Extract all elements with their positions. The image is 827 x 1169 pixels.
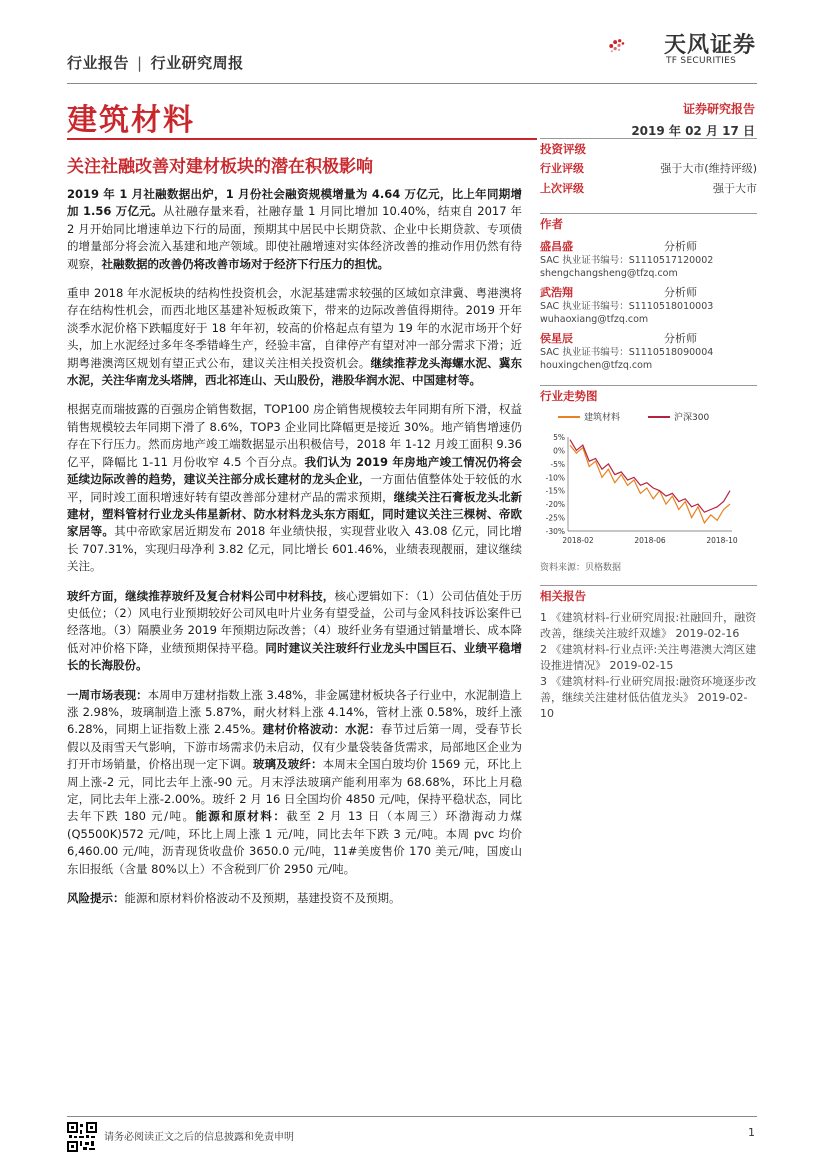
emphasis-text: 建材价格波动：水泥： [262, 722, 381, 737]
author-role: 分析师 [664, 240, 697, 253]
related-item[interactable]: 2 《建筑材料-行业点评:关注粤港澳大湾区建设推进情况》 2019-02-15 [540, 643, 757, 672]
main-body [67, 186, 522, 919]
related-section-title: 相关报告 [540, 585, 757, 606]
series-line [570, 440, 730, 513]
paragraph-social-finance [67, 186, 522, 273]
header-rule [67, 83, 757, 84]
paragraph-market-weekly [67, 687, 522, 878]
emphasis-text: 能源和原材料： [195, 809, 287, 824]
qr-code-icon [67, 1122, 97, 1152]
body-text: 能源和原材料价格波动不及预期，基建投资不及预期。 [124, 891, 401, 906]
sidebar [540, 138, 757, 372]
related-item[interactable]: 3 《建筑材料-行业研究周报:融资环境逐步改善，继续关注建材低估值龙头》 2019-02-10 [540, 675, 757, 720]
prev-rating-label: 上次评级 [540, 182, 584, 195]
report-type: 证券研究报告 [682, 102, 755, 116]
industry-rating-value: 强于大市(维持评级) [660, 162, 757, 175]
y-tick-label: 0% [553, 446, 565, 456]
emphasis-text: 继续关注石膏板龙头北新建材，塑料管材行业龙头伟星新材、防水材料龙头东方雨虹，同时建议关注三棵树、帝欧家居等。 [67, 489, 523, 539]
author-cert: SAC 执业证书编号：S1110518010003 [540, 301, 714, 312]
author-role: 分析师 [664, 286, 697, 299]
author-line [540, 240, 757, 254]
doc-type-main: 行业报告 [67, 54, 130, 72]
emphasis-text: 我们认为 2019 年房地产竣工情况仍将会延续边际改善的趋势，建议关注部分成长建材的龙头企业， [67, 454, 522, 487]
emphasis-text: 一周市场表现： [67, 687, 148, 702]
emphasis-text: 同时建议关注玻纤行业龙头中国巨石、业绩平稳增长的长海股份。 [67, 640, 522, 673]
brand-name: 天风证券 [664, 33, 757, 58]
author-list [540, 240, 757, 372]
y-tick-label: -20% [545, 500, 565, 510]
author-name: 武浩翔 [540, 286, 573, 299]
author-entry [540, 332, 757, 372]
author-email[interactable]: shengchangsheng@tfzq.com [540, 268, 678, 279]
author-entry [540, 286, 757, 326]
body-text: 本周申万建材指数上涨 3.48%，非金属建材板块各子行业中，水泥制造上涨 2.98%，玻璃制造上涨 5.87%，耐火材料上涨 4.14%，管材上涨 0.58%，玻纤上涨 6.28%，同期上证指数上涨 2.45%。 [67, 687, 522, 737]
legend-label: 沪深300 [674, 413, 710, 423]
emphasis-text: 继续推荐龙头海螺水泥、冀东水泥，关注华南龙头塔牌，西北祁连山、天山股份，港股华润水泥、中国建材等。 [67, 355, 523, 388]
doc-type-separator: | [137, 54, 143, 72]
industry-rating-label: 行业评级 [540, 162, 584, 175]
author-entry [540, 240, 757, 280]
trend-section-title: 行业走势图 [540, 385, 757, 406]
brand-english: TF SECURITIES [666, 56, 737, 66]
authors-section-title: 作者 [540, 213, 757, 234]
industry-rating-row [540, 159, 757, 179]
author-email[interactable]: wuhaoxiang@tfzq.com [540, 314, 649, 325]
page-number: 1 [748, 1126, 755, 1139]
y-tick-label: -15% [545, 486, 565, 496]
paragraph-risk [67, 890, 522, 907]
footer-rule [67, 1116, 757, 1117]
author-cert: SAC 执业证书编号：S1110517120002 [540, 255, 714, 266]
body-text: 其中帝欧家居近期发布 2018 年业绩快报，实现营业收入 43.08 亿元，同比增长 707.31%，实现归母净利 3.82 亿元，同比增长 601.46%，业绩表现靓丽，建议继续关注。 [67, 524, 523, 574]
author-cert: SAC 执业证书编号：S1110518090004 [540, 347, 714, 358]
trend-chart [540, 405, 757, 560]
rating-section-title: 投资评级 [540, 138, 757, 159]
author-email[interactable]: houxingchen@tfzq.com [540, 360, 653, 371]
emphasis-text: 玻纤方面，继续推荐玻纤及复合材料公司中材科技， [67, 588, 335, 603]
doc-type-sub: 行业研究周报 [150, 54, 244, 72]
prev-rating-row [540, 179, 757, 199]
emphasis-text: 风险提示： [67, 891, 125, 906]
emphasis-text: 社融数据的改善仍将改善市场对于经济下行压力的担忧。 [101, 256, 389, 271]
author-role: 分析师 [664, 332, 697, 345]
trend-section [540, 385, 757, 406]
body-text: 重申 2018 年水泥板块的结构性投资机会，水泥基建需求较强的区域如京津冀、粤港澳将存在结构性机会，而西北地区基建补短板政策下，带来的边际改善值得期待。2019 开年淡季水泥价格下跌幅度好于 18 年年初，较高的价格起点有望为 19 年的水泥市场开个好头，加上水泥经过多年冬季错峰生产，经验丰富，自律停产有望对冲一部分需求下滑；近期粤港澳湾区规划有望正式公布，建议关注相关投资机会。 [67, 286, 522, 370]
industry-title: 建筑材料 [67, 103, 195, 138]
prev-rating-value: 强于大市 [713, 182, 757, 195]
title-rule [67, 138, 537, 140]
y-tick-label: -5% [550, 459, 565, 469]
tf-securities-logo [608, 24, 660, 68]
body-text: 截至 2 月 13 日（本周三）环渤海动力煤(Q5500K)572 元/吨，环比上周上涨 1 元/吨，同比去年下跌 3 元/吨。本周 pvc 均价 6,460.00 元/吨，沥青现货收盘价 3650.0 元/吨，11#美废售价 170 美元/吨，国废山东旧报纸（含量 80%以上）不含税到厂价 2950 元/吨。 [67, 809, 522, 876]
author-line [540, 332, 757, 346]
chart-source: 资料来源：贝格数据 [540, 563, 622, 573]
body-text: 本周末全国白玻均价 1569 元，环比上周上涨-2 元，同比去年上涨-90 元。月末浮法玻璃产能利用率为 68.68%，环比上月稳定，同比去年上涨-2.00%。玻纤 2 月 16 日全国均价 4850 元/吨，保持平稳状态，同比去年下跌 180 元/吨。 [67, 757, 523, 824]
doc-type [67, 52, 244, 73]
y-tick-label: -25% [545, 513, 565, 523]
y-tick-label: -10% [545, 473, 565, 483]
emphasis-text: 2019 年 1 月社融数据出炉，1 月份社会融资规模增量为 4.64 万亿元，比上年同期增加 1.56 万亿元。 [67, 187, 522, 219]
author-name: 侯星辰 [540, 332, 573, 345]
footer-disclaimer[interactable]: 请务必阅读正文之后的信息披露和免责申明 [104, 1132, 294, 1143]
body-text: 春节过后第一周，受春节长假以及雨雪天气影响，下游市场需求仍未启动，仅有少量袋装备货需求，局部地区企业为打开市场销量，价格出现一定下调。 [67, 722, 523, 772]
paragraph-cement [67, 285, 522, 389]
related-list [540, 610, 757, 722]
emphasis-text: 玻璃及玻纤： [252, 757, 323, 772]
report-date: 2019 年 02 月 17 日 [631, 124, 755, 138]
body-text: 一方面估值整体处于较低的水平，同时竣工面积增速好转有望改善部分建材产品的需求预期， [67, 472, 523, 504]
y-tick-label: -30% [545, 527, 565, 536]
legend-label: 建筑材料 [584, 413, 621, 423]
related-reports [540, 585, 757, 722]
paragraph-property [67, 401, 522, 575]
body-text: 根据克而瑞披露的百强房企销售数据，TOP100 房企销售规模较去年同期有所下滑，权益销售规模较去年同期下滑了 8.6%，TOP3 企业同比降幅更是接近 30%。地产销售增速仍存在下行压力。然而房地产竣工端数据显示出积极信号，2018 年 1-12 月竣工面积 9.36 亿平，降幅比 1-11 月份收窄 4.5 个百分点。 [67, 402, 522, 469]
x-tick-label: 2018-06 [634, 536, 666, 545]
paragraph-glass-fiber [67, 588, 522, 675]
x-tick-label: 2018-02 [562, 536, 594, 545]
body-text: 核心逻辑如下：（1）公司估值处于历史低位；（2）风电行业预期较好公司风电叶片业务有望受益，公司与金风科技诉讼案件已经落地。（3）隔膜业务 2019 年预期边际改善；（4）玻纤业务有望通过销量增长、成本降低对冲价格下降，业绩预期保持平稳。 [67, 588, 522, 655]
x-tick-label: 2018-10 [706, 536, 738, 545]
body-text: 从社融存量来看，社融存量 1 月同比增加 10.40%，结束自 2017 年 2 月开始同比增速单边下行的局面，预期其中居民中长期贷款、企业中长期贷款、专项债的增量部分将会流入基建和地产领域。即使社融增速对实体经济改善的推动作用仍然有待观察， [67, 204, 522, 271]
author-name: 盛昌盛 [540, 240, 573, 253]
author-line [540, 286, 757, 300]
headline: 关注社融改善对建材板块的潜在积极影响 [67, 157, 373, 177]
y-tick-label: 5% [553, 433, 565, 442]
related-item[interactable]: 1 《建筑材料-行业研究周报:社融回升，融资改善，继续关注玻纤双雄》 2019-02-16 [540, 611, 757, 640]
